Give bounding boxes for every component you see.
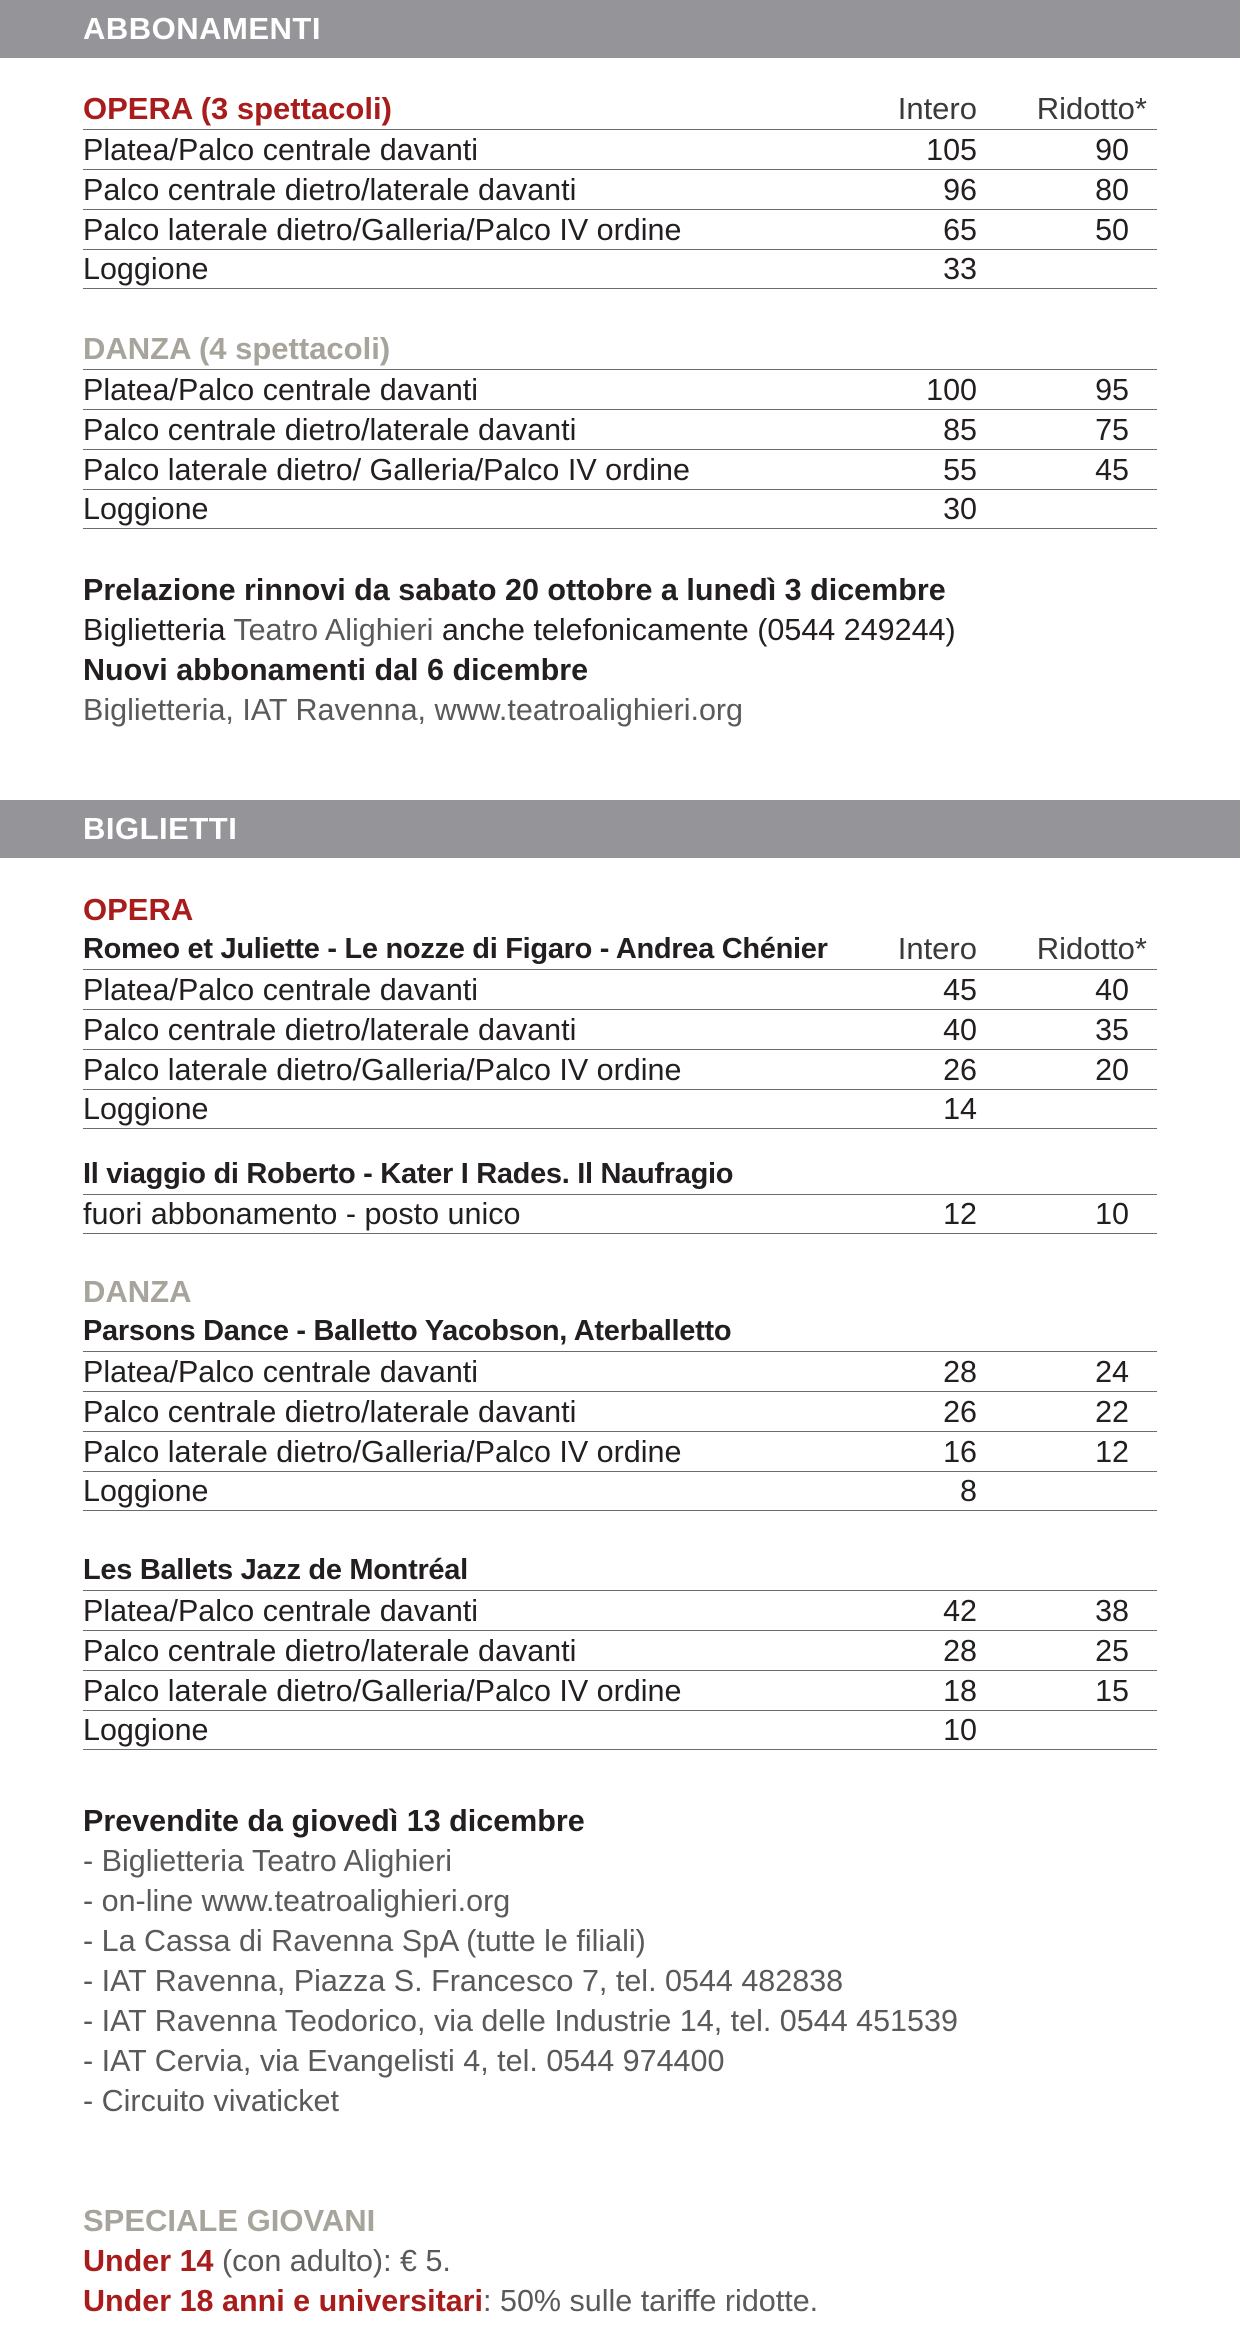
price-rows (83, 129, 1157, 289)
row-label: Palco centrale dietro/laterale davanti (83, 173, 577, 207)
ridotto-value: 35 (1095, 1013, 1129, 1047)
row-label: Palco centrale dietro/laterale davanti (83, 1395, 577, 1429)
ridotto-value: 38 (1095, 1594, 1129, 1628)
abbonamenti-opera-title: OPERA (3 spettacoli) (83, 91, 392, 126)
col-intero-label: Intero (897, 931, 977, 966)
intero-value: 45 (943, 973, 977, 1007)
row-label: Loggione (83, 252, 209, 286)
ridotto-value: 20 (1095, 1053, 1129, 1087)
abbonamenti-danza-title: DANZA (4 spettacoli) (83, 331, 391, 366)
prevendite-item: - La Cassa di Ravenna SpA (tutte le filiali) (83, 1924, 646, 1958)
price-row (83, 1710, 1157, 1750)
prevendite-item: - on-line www.teatroalighieri.org (83, 1884, 511, 1918)
row-label: Loggione (83, 1713, 209, 1747)
under18-text (83, 2281, 818, 2321)
prevendite-item: - Circuito vivaticket (83, 2084, 339, 2118)
biglietti-opera-title: OPERA (83, 892, 194, 927)
row-label: Palco laterale dietro/Galleria/Palco IV ordine (83, 1674, 682, 1708)
under18-detail: : 50% sulle tariffe ridotte. (483, 2284, 819, 2318)
ridotto-value: 40 (1095, 973, 1129, 1007)
opera-shows-title: Romeo et Juliette - Le nozze di Figaro - Andrea Chénier (83, 933, 828, 965)
abbonamenti-opera-table (83, 89, 1157, 289)
ridotto-value: 50 (1095, 213, 1129, 247)
price-row (83, 1089, 1157, 1129)
price-row (83, 1351, 1157, 1391)
intero-value: 8 (960, 1474, 977, 1508)
price-row (83, 1009, 1157, 1049)
price-row (83, 129, 1157, 169)
price-row (83, 969, 1157, 1009)
telefono-text-b: Teatro Alighieri (233, 613, 434, 647)
prevendite-item: - IAT Ravenna, Piazza S. Francesco 7, tel. 0544 482838 (83, 1964, 844, 1998)
prevendite-title: Prevendite da giovedì 13 dicembre (83, 1804, 585, 1838)
row-label: Palco laterale dietro/Galleria/Palco IV ordine (83, 1053, 682, 1087)
price-row (83, 1630, 1157, 1670)
prevendite-item: - Biglietteria Teatro Alighieri (83, 1844, 453, 1878)
row-label: Platea/Palco centrale davanti (83, 1355, 479, 1389)
price-row (83, 249, 1157, 289)
price-rows (83, 969, 1157, 1129)
price-rows (83, 1590, 1157, 1750)
under14-label: Under 14 (83, 2244, 214, 2278)
prelazione-text: Prelazione rinnovi da sabato 20 ottobre a lunedì 3 dicembre (83, 573, 946, 607)
row-label: Palco centrale dietro/laterale davanti (83, 1634, 577, 1668)
price-row (83, 1194, 1157, 1234)
under18-label: Under 18 anni e universitari (83, 2284, 484, 2318)
intero-value: 100 (926, 373, 977, 407)
intero-value: 105 (926, 133, 977, 167)
intero-value: 28 (943, 1355, 977, 1389)
under14-detail: (con adulto): € 5. (213, 2244, 451, 2278)
row-label: Palco centrale dietro/laterale davanti (83, 413, 577, 447)
price-row (83, 369, 1157, 409)
price-row (83, 209, 1157, 249)
ballets-header (83, 1550, 1157, 1590)
intero-value: 42 (943, 1594, 977, 1628)
biglietti-opera-header (83, 929, 1157, 969)
danza-shows-title: Parsons Dance - Balletto Yacobson, Aterballetto (83, 1315, 732, 1347)
row-label: Palco centrale dietro/laterale davanti (83, 1013, 577, 1047)
biglietti-band: BIGLIETTI (0, 800, 1240, 858)
abbonamenti-danza-table (83, 329, 1157, 529)
intero-value: 12 (943, 1197, 977, 1231)
viaggio-table (83, 1154, 1157, 1234)
ridotto-value: 15 (1095, 1674, 1129, 1708)
nuovi-abbonamenti-text: Nuovi abbonamenti dal 6 dicembre (83, 653, 589, 687)
intero-value: 96 (943, 173, 977, 207)
price-row (83, 1590, 1157, 1630)
intero-value: 55 (943, 453, 977, 487)
intero-value: 85 (943, 413, 977, 447)
telefono-text (83, 610, 956, 650)
row-label: Palco laterale dietro/ Galleria/Palco IV ordine (83, 453, 690, 487)
price-row (83, 409, 1157, 449)
ridotto-value: 75 (1095, 413, 1129, 447)
abbonamenti-opera-header (83, 89, 1157, 129)
row-label: Loggione (83, 1092, 209, 1126)
price-row (83, 449, 1157, 489)
abbonamenti-band: ABBONAMENTI (0, 0, 1240, 58)
price-row (83, 169, 1157, 209)
ridotto-value: 12 (1095, 1435, 1129, 1469)
under14-text (83, 2241, 451, 2281)
telefono-text-c: anche telefonicamente (0544 249244) (433, 613, 956, 647)
intero-value: 16 (943, 1435, 977, 1469)
ridotto-value: 25 (1095, 1634, 1129, 1668)
prevendite-item: - IAT Cervia, via Evangelisti 4, tel. 0544 974400 (83, 2044, 725, 2078)
row-label: Platea/Palco centrale davanti (83, 133, 479, 167)
price-row (83, 489, 1157, 529)
ridotto-value: 24 (1095, 1355, 1129, 1389)
intero-value: 18 (943, 1674, 977, 1708)
ridotto-value: 22 (1095, 1395, 1129, 1429)
intero-value: 33 (943, 252, 977, 286)
ballets-table (83, 1550, 1157, 1750)
viaggio-title: Il viaggio di Roberto - Kater I Rades. Il Naufragio (83, 1158, 734, 1190)
row-label: Loggione (83, 1474, 209, 1508)
col-ridotto-label: Ridotto* (1036, 931, 1147, 966)
biglietti-opera-table (83, 929, 1157, 1129)
price-rows (83, 1194, 1157, 1234)
viaggio-header (83, 1154, 1157, 1194)
ridotto-value: 95 (1095, 373, 1129, 407)
row-label: Loggione (83, 492, 209, 526)
row-label: Platea/Palco centrale davanti (83, 973, 479, 1007)
price-rows (83, 1351, 1157, 1511)
ballets-title: Les Ballets Jazz de Montréal (83, 1554, 468, 1586)
intero-value: 65 (943, 213, 977, 247)
row-label: Palco laterale dietro/Galleria/Palco IV ordine (83, 213, 682, 247)
prevendite-item: - IAT Ravenna Teodorico, via delle Industrie 14, tel. 0544 451539 (83, 2004, 958, 2038)
ridotto-value: 10 (1095, 1197, 1129, 1231)
price-row (83, 1471, 1157, 1511)
price-row (83, 1049, 1157, 1089)
ridotto-value: 45 (1095, 453, 1129, 487)
row-label: Palco laterale dietro/Galleria/Palco IV ordine (83, 1435, 682, 1469)
abbonamenti-danza-header (83, 329, 1157, 369)
row-label: Platea/Palco centrale davanti (83, 373, 479, 407)
intero-value: 14 (943, 1092, 977, 1126)
speciale-giovani-title: SPECIALE GIOVANI (83, 2203, 376, 2238)
price-row (83, 1431, 1157, 1471)
intero-value: 10 (943, 1713, 977, 1747)
abbonamenti-where-text: Biglietteria, IAT Ravenna, www.teatroalighieri.org (83, 693, 744, 727)
intero-value: 26 (943, 1395, 977, 1429)
intero-value: 40 (943, 1013, 977, 1047)
ridotto-value: 90 (1095, 133, 1129, 167)
row-label: fuori abbonamento - posto unico (83, 1197, 521, 1231)
col-intero-label: Intero (897, 91, 977, 126)
intero-value: 28 (943, 1634, 977, 1668)
telefono-text-a: Biglietteria (83, 613, 234, 647)
price-row (83, 1391, 1157, 1431)
biglietti-danza-header (83, 1311, 1157, 1351)
price-rows (83, 369, 1157, 529)
row-label: Platea/Palco centrale davanti (83, 1594, 479, 1628)
biglietti-danza-table (83, 1311, 1157, 1511)
price-row (83, 1670, 1157, 1710)
biglietti-danza-title: DANZA (83, 1274, 192, 1309)
col-ridotto-label: Ridotto* (1036, 91, 1147, 126)
intero-value: 30 (943, 492, 977, 526)
intero-value: 26 (943, 1053, 977, 1087)
ridotto-value: 80 (1095, 173, 1129, 207)
